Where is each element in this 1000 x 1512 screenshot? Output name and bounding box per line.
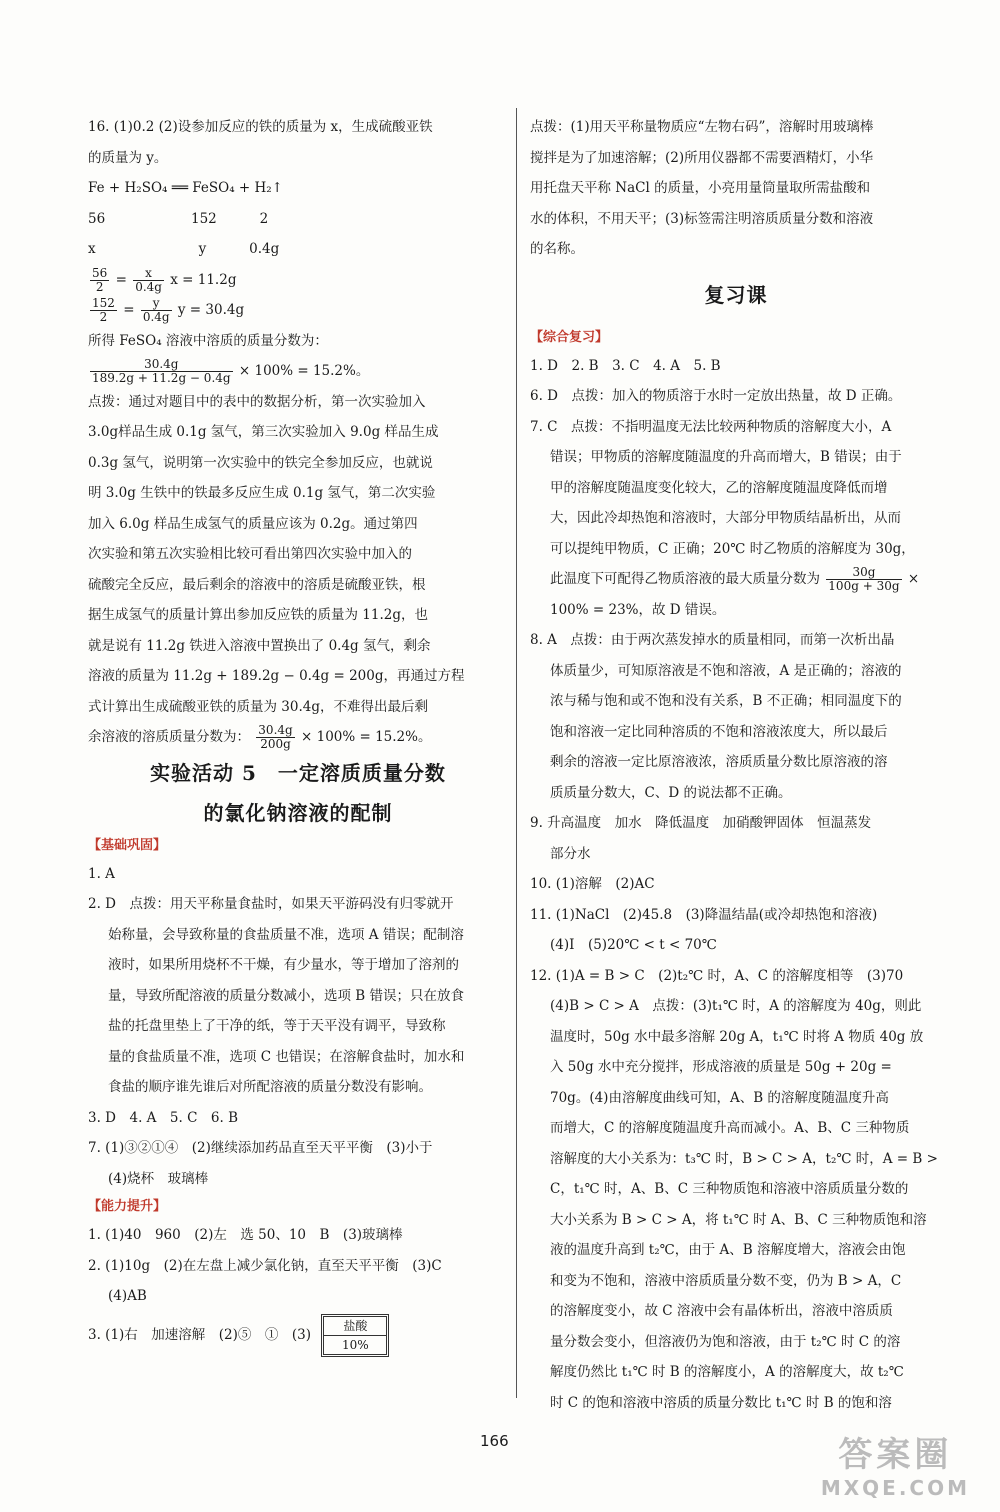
text-line: 余溶液的溶质质量分数为： $\frac{30.4g}{200g}$ × 100% = 15.2%。 xyxy=(88,723,432,751)
text-line: 甲的溶解度随温度变化较大，乙的溶解度随温度降低而增 xyxy=(550,479,888,496)
answer-16-line: 16. (1)0.2 (2)设参加反应的铁的质量为 x，生成硫酸亚铁 xyxy=(88,119,433,135)
text-line: 水的体积，不用天平；(3)标签需注明溶质质量分数和溶液 xyxy=(530,210,874,227)
text-line: 可以提纯甲物质，C 正确；20℃ 时乙物质的溶解度为 30g， xyxy=(550,540,915,557)
text-line: 10. (1)溶解 (2)AC xyxy=(530,876,655,892)
unknown-line: x y 0.4g xyxy=(88,241,280,257)
section-tag: 【综合复习】 xyxy=(530,329,609,345)
text-line: 错误；甲物质的溶解度随温度的升高而增大，B 错误；由于 xyxy=(550,449,902,465)
text-line: 8. A 点拨：由于两次蒸发掉水的质量相同，而第一次析出晶 xyxy=(530,632,895,648)
text-line: 明 3.0g 生铁中的铁最多反应生成 0.1g 氢气，第二次实验 xyxy=(88,485,436,501)
mass-ratio-line: 56 152 2 xyxy=(88,210,269,227)
text-line: 70g。(4)由溶解度曲线可知，A、B 的溶解度随温度升高 xyxy=(550,1089,889,1106)
fraction: $\frac{30.4g}{189.2g + 11.2g - 0.4g}$ xyxy=(92,357,231,385)
text-line: 体质量少，可知原溶液是不饱和溶液，A 是正确的；溶液的 xyxy=(550,662,902,679)
text-line: 1. (1)40 960 (2)左 选 50、10 B (3)玻璃棒 xyxy=(88,1227,403,1243)
section-tag: 【基础巩固】 xyxy=(88,837,167,853)
text-line: 点拨：通过对题目中的表中的数据分析，第一次实验加入 xyxy=(88,393,426,410)
answer-16-line: 的质量为 y。 xyxy=(88,149,168,166)
right-column xyxy=(530,112,942,1418)
text-line: 的溶解度变小，故 C 溶液中会有晶体析出，溶液中溶质质 xyxy=(550,1303,893,1319)
text-line: 的名称。 xyxy=(530,241,584,257)
text-line: 温度时，50g 水中最多溶解 20g A，t₁℃ 时将 A 物质 40g 放 xyxy=(550,1028,924,1045)
fraction: $\frac{y}{0.4g}$ xyxy=(142,296,170,324)
text-line: 食盐的顺序谁先谁后对所配溶液的质量分数没有影响。 xyxy=(108,1079,432,1095)
text-line: 饱和溶液一定比同种溶质的不饱和溶液浓度大，所以最后 xyxy=(550,723,888,740)
text-line: 量分数会变小，但溶液仍为饱和溶液，由于 t₂℃ 时 C 的溶 xyxy=(550,1333,901,1350)
text-line: 据生成氢气的质量计算出参加反应铁的质量为 11.2g，也 xyxy=(88,607,428,623)
text-line: 11. (1)NaCl (2)45.8 (3)降温结晶(或冷却热饱和溶液) xyxy=(530,906,878,923)
proportion-x: $\frac{56}{2}$ = $\frac{x}{0.4g}$ x = 11.2g xyxy=(92,265,237,294)
text-line: 盐的托盘里垫上了干净的纸，等于天平没有调平，导致称 xyxy=(108,1018,446,1034)
chemical-equation: Fe + H₂SO₄ ══ FeSO₄ + H₂↑ xyxy=(88,180,283,196)
text-line: 量的食盐质量不准，选项 C 也错误；在溶解食盐时，加水和 xyxy=(108,1048,465,1065)
text-line: (4)Ⅰ (5)20℃ < t < 70℃ xyxy=(550,937,717,953)
section-title: 复习课 xyxy=(704,282,768,307)
text-line: 剩余的溶液一定比原溶液浓，溶质质量分数比原溶液的溶 xyxy=(550,754,888,770)
text-line: 加入 6.0g 样品生成氢气的质量应该为 0.2g。通过第四 xyxy=(88,515,418,532)
text-line: 3. (1)右 加速溶解 (2)⑤ ① (3) 盐酸 10% xyxy=(88,1312,508,1358)
text-line: 而增大，C 的溶解度随温度升高而减小。A、B、C 三种物质 xyxy=(550,1120,910,1136)
text-line: 1. A xyxy=(88,865,115,882)
text-line: C，t₁℃ 时，A、B、C 三种物质饱和溶液中溶质质量分数的 xyxy=(550,1181,909,1197)
text-line: 和变为不饱和，溶液中溶质质量分数不变，仍为 B > A，C xyxy=(550,1272,902,1289)
text-line: 浓与稀与饱和或不饱和没有关系，B 不正确；相同温度下的 xyxy=(550,693,902,709)
text-line: 溶液的质量为 11.2g + 189.2g − 0.4g = 200g，再通过方程 xyxy=(88,668,465,684)
text-line: 时 C 的饱和溶液中溶质的质量分数比 t₁℃ 时 B 的饱和溶 xyxy=(550,1394,892,1411)
text-line: 100% = 23%，故 D 错误。 xyxy=(550,601,726,618)
answer-16-line: 所得 FeSO₄ 溶液中溶质的质量分数为： xyxy=(88,332,328,349)
fraction: $\frac{x}{0.4g}$ xyxy=(135,265,162,294)
section-tag: 【能力提升】 xyxy=(88,1199,167,1214)
text-line: 0.3g 氢气，说明第一次实验中的铁完全参加反应，也就说 xyxy=(88,454,433,471)
text-line: 就是说有 11.2g 铁进入溶液中置换出了 0.4g 氢气，剩余 xyxy=(88,637,431,654)
text-line: (4)B > C > A 点拨：(3)t₁℃ 时，A 的溶解度为 40g，则此 xyxy=(550,998,922,1014)
text-line: 2. (1)10g (2)在左盘上减少氯化钠，直至天平平衡 (3)C xyxy=(88,1257,442,1274)
text-line: 质质量分数大，C、D 的说法都不正确。 xyxy=(550,784,792,801)
text-line: 式计算出生成硫酸亚铁的质量为 30.4g，不难得出最后剩 xyxy=(88,698,428,715)
watermark-logo: 答案圈 MXQE.COM xyxy=(820,1435,970,1500)
text-line: 始称量，会导致称量的食盐质量不准，选项 A 错误；配制溶 xyxy=(108,926,464,943)
text-line: 3.0g样品生成 0.1g 氢气，第三次实验加入 9.0g 样品生成 xyxy=(88,424,439,440)
mass-fraction-formula: $\frac{30.4g}{189.2g + 11.2g - 0.4g}$ × 100% = 15.2%。 xyxy=(92,357,370,385)
reagent-label: 盐酸 10% xyxy=(321,1314,389,1357)
text-line: 溶解度的大小关系为：t₃℃ 时，B > C > A，t₂℃ 时，A = B > xyxy=(550,1150,938,1167)
text-line: 3. D 4. A 5. C 6. B xyxy=(88,1109,239,1126)
text-line: 液的温度升高到 t₂℃，由于 A、B 溶解度增大，溶液会由饱 xyxy=(550,1242,906,1258)
fraction: $\frac{30g}{100g + 30g}$ xyxy=(828,565,900,593)
text-line: 量，导致所配溶液的质量分数减小，选项 B 错误；只在放食 xyxy=(108,987,465,1004)
text-line: 大小关系为 B > C > A，将 t₁℃ 时 A、B、C 三种物质饱和溶 xyxy=(550,1211,927,1228)
left-column xyxy=(88,112,508,1358)
text-line: 部分水 xyxy=(550,845,591,862)
text-line: 搅拌是为了加速溶解；(2)所用仪器都不需要酒精灯，小华 xyxy=(530,149,874,166)
text-line: 9. 升高温度 加水 降低温度 加硝酸钾固体 恒温蒸发 xyxy=(530,815,872,831)
text-line: 1. D 2. B 3. C 4. A 5. B xyxy=(530,357,721,374)
section-title: 的氯化钠溶液的配制 xyxy=(203,800,393,825)
column-divider xyxy=(516,108,517,1398)
text-line: 大，因此冷却热饱和溶液时，大部分甲物质结晶析出，从而 xyxy=(550,510,901,526)
text-line: 7. (1)③②①④ (2)继续添加药品直至天平平衡 (3)小于 xyxy=(88,1140,433,1156)
section-title: 实验活动 5 一定溶质质量分数 xyxy=(150,760,446,785)
text-line: 此温度下可配得乙物质溶液的最大质量分数为 $\frac{30g}{100g + 30g}$ × xyxy=(550,565,920,593)
fraction: $\frac{56}{2}$ xyxy=(92,265,108,294)
page-number: 166 xyxy=(480,1432,509,1450)
fraction: $\frac{30.4g}{200g}$ xyxy=(258,723,293,751)
text-line: 7. C 点拨：不指明温度无法比较两种物质的溶解度大小，A xyxy=(530,418,892,435)
text-line: 次实验和第五次实验相比较可看出第四次实验中加入的 xyxy=(88,546,412,562)
text-line: 点拨：(1)用天平称量物质应“左物右码”，溶解时用玻璃棒 xyxy=(530,119,874,135)
text-line: (4)AB xyxy=(108,1288,147,1304)
text-line: 6. D 点拨：加入的物质溶于水时一定放出热量，故 D 正确。 xyxy=(530,388,902,404)
text-line: 用托盘天平称 NaCl 的质量，小亮用量筒量取所需盐酸和 xyxy=(530,180,871,196)
text-line: 12. (1)A = B > C (2)t₂℃ 时，A、C 的溶解度相等 (3)70 xyxy=(530,967,904,984)
text-line: (4)烧杯 玻璃棒 xyxy=(108,1170,209,1187)
text-line: 入 50g 水中充分搅拌，形成溶液的质量是 50g + 20g = xyxy=(550,1059,892,1075)
text-line: 解度仍然比 t₁℃ 时 B 的溶解度小，A 的溶解度大，故 t₂℃ xyxy=(550,1364,904,1380)
text-line: 2. D 点拨：用天平称量食盐时，如果天平游码没有归零就开 xyxy=(88,896,454,912)
text-line: 液时，如果所用烧杯不干燥，有少量水，等于增加了溶剂的 xyxy=(108,957,459,973)
fraction: $\frac{152}{2}$ xyxy=(92,296,115,324)
hint-paragraph xyxy=(88,387,508,753)
text-line: 硫酸完全反应，最后剩余的溶液中的溶质是硫酸亚铁，根 xyxy=(88,576,426,593)
proportion-y: $\frac{152}{2}$ = $\frac{y}{0.4g}$ y = 30.4g xyxy=(92,296,245,324)
